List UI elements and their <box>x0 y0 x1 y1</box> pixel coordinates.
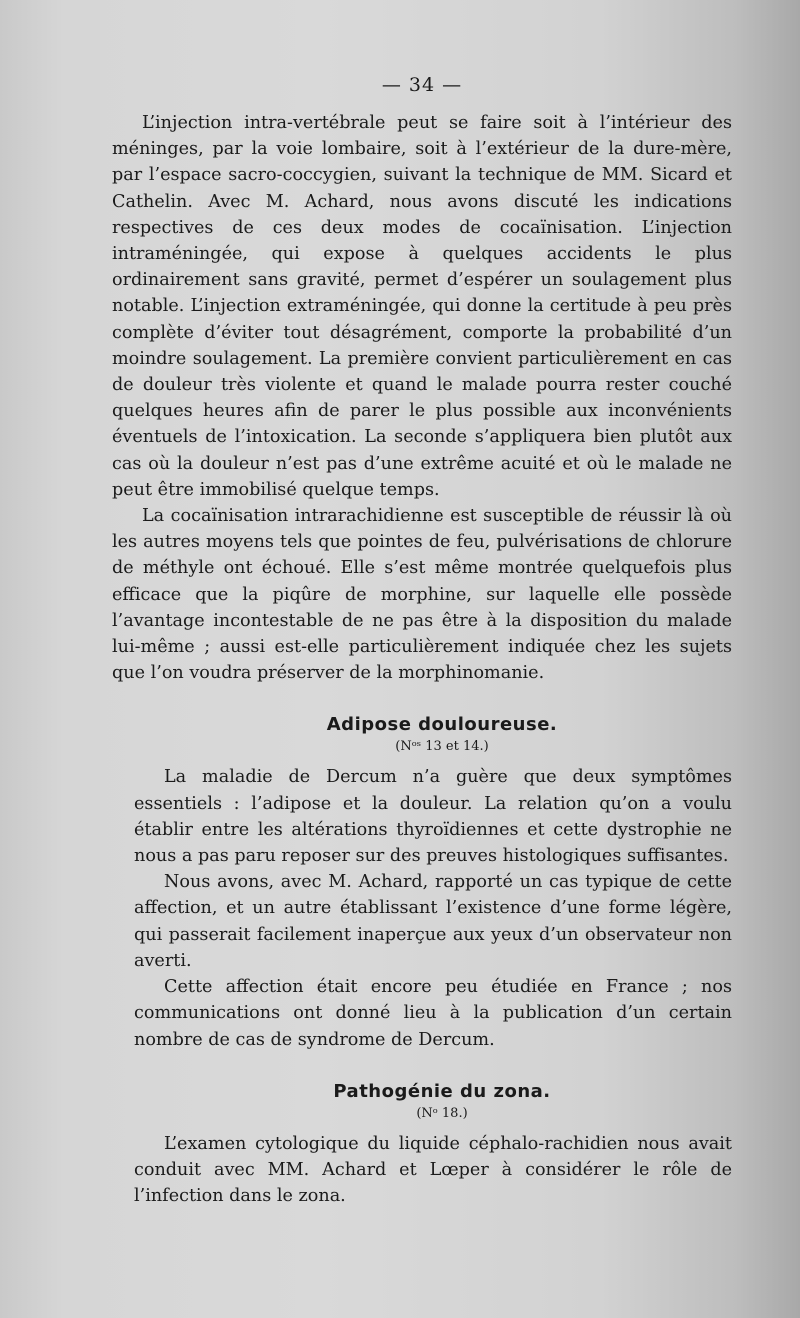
paragraph-cytologique: L’examen cytologique du liquide céphalo-rachidien nous avait conduit avec MM. Achard et Lœper à considérer le rôle de l’infection dans le zona. <box>134 1133 732 1207</box>
section-body-adipose <box>112 764 732 1052</box>
paragraph-cas-typique: Nous avons, avec M. Achard, rapporté un cas typique de cette affection, et un autre établissant l’existence d’une forme légère, qui passerait facilement inaperçue aux yeux d’un observateur non averti. <box>134 872 732 971</box>
section-title-adipose: Adipose douloureuse. <box>326 714 558 736</box>
page-number: — 34 — <box>381 74 463 96</box>
paragraph-injection: L’injection intra-vertébrale peut se faire soit à l’intérieur des méninges, par la voie lombaire, soit à l’extérieur de la dure-mère, par l’espace sacro-coccygien, suivant la technique de MM. Sicard et Cathelin. Avec M. Achard, nous avons discuté les indications respectives de ces deux modes de cocaïnisation. L’injection intraméningée, qui expose à quelques accidents le plus ordinairement sans gravité, permet d’espérer un soulagement plus notable. L’injection extraméningée, qui donne la certitude à peu près complète d’éviter tout désagrément, comporte la probabilité d’un moindre soulagement. La première convient particulièrement en cas de douleur très violente et quand le malade pourra rester couché quelques heures afin de parer le plus possible aux inconvénients éventuels de l’intoxication. La seconde s’appliquera bien plutôt aux cas où la douleur n’est pas d’une extrême acuité et où le malade ne peut être immobilisé quelque temps. <box>112 113 732 500</box>
section-ref-adipose: (Nᵒˢ 13 et 14.) <box>395 739 489 755</box>
section-title-zona: Pathogénie du zona. <box>333 1080 551 1102</box>
paragraph-communications: Cette affection était encore peu étudiée en France ; nos communications ont donné lieu à la publication d’un certain nombre de cas de syndrome de Dercum. <box>134 977 732 1050</box>
paragraph-dercum: La maladie de Dercum n’a guère que deux symptômes essentiels : l’adipose et la douleur. La relation qu’on a voulu établir entre les altérations thyroïdiennes et cette dystrophie ne nous a pas paru reposer sur des preuves histologiques suffisantes. <box>134 767 732 867</box>
section-ref-zona: (Nᵒ 18.) <box>416 1105 468 1121</box>
section-body-zona <box>112 1131 732 1210</box>
page-content <box>112 70 732 1209</box>
paragraph-cocainisation: La cocaïnisation intrarachidienne est susceptible de réussir là où les autres moyens tels que pointes de feu, pulvérisations de chlorure de méthyle ont échoué. Elle s’est même montrée quelquefois plus efficace que la piqûre de morphine, sur laquelle elle possède l’avantage incontestable de ne pas être à la disposition du malade lui-même ; aussi est-elle particulièrement indiquée chez les sujets que l’on voudra préserver de la morphinomanie. <box>112 506 732 684</box>
